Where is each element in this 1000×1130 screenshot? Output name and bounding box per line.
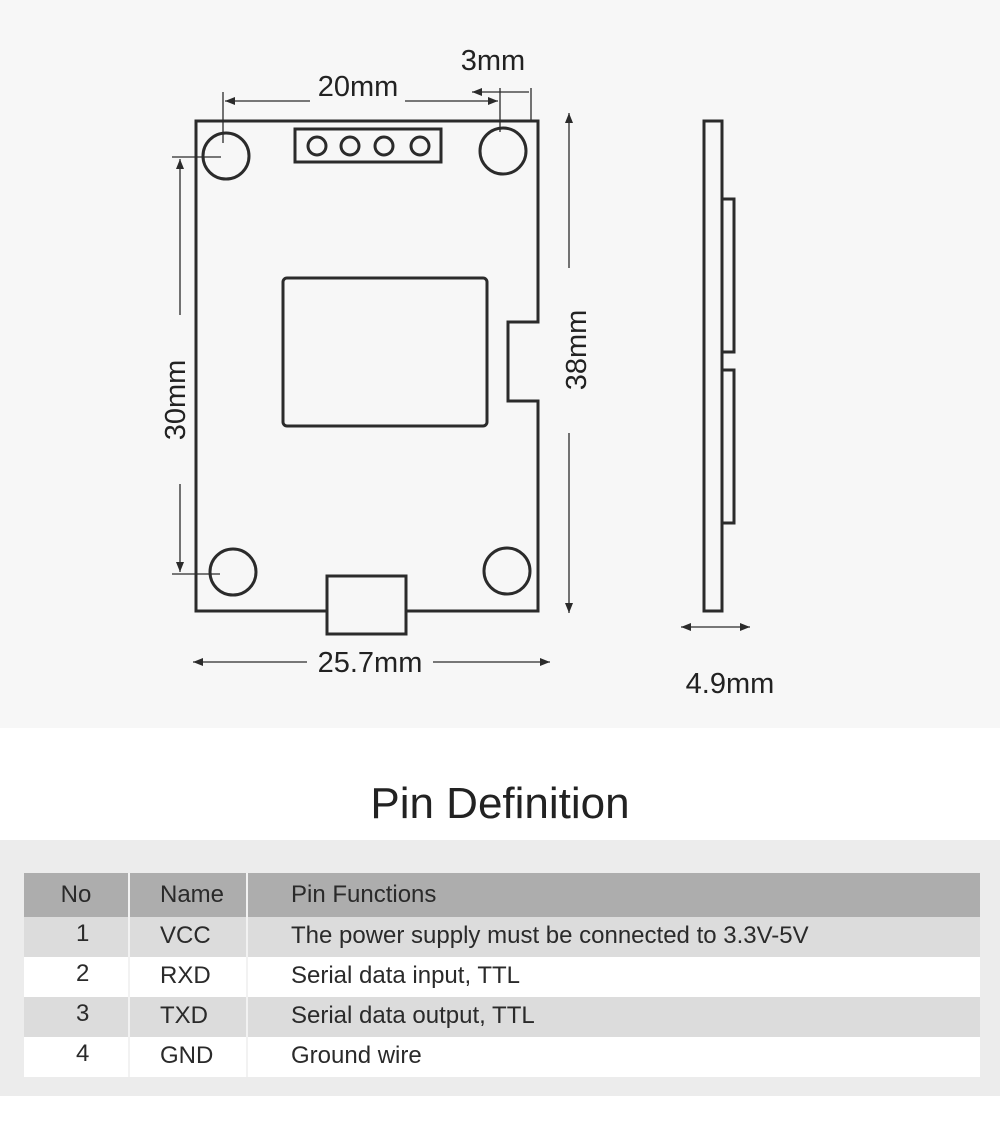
pin-name: VCC xyxy=(129,917,247,957)
mounting-hole-top-left xyxy=(203,133,249,179)
board-front-view xyxy=(196,121,538,634)
dim-label-4-9mm: 4.9mm xyxy=(685,668,775,700)
column-header-no: No xyxy=(24,873,129,917)
dim-label-20mm: 20mm xyxy=(317,71,399,103)
pin-number: 4 xyxy=(24,1037,129,1077)
dimension-lines xyxy=(172,88,750,662)
side-component-upper xyxy=(722,199,734,352)
dim-label-3mm: 3mm xyxy=(460,45,526,77)
pin-function: Ground wire xyxy=(247,1037,980,1077)
pin-number: 3 xyxy=(24,997,129,1037)
bottom-band xyxy=(0,1096,1000,1130)
pin-name: TXD xyxy=(129,997,247,1037)
table-row xyxy=(24,917,980,957)
mounting-hole-top-right xyxy=(480,128,526,174)
table-row xyxy=(24,957,980,997)
bottom-connector xyxy=(327,576,406,634)
mounting-hole-bottom-left xyxy=(210,549,256,595)
mounting-hole-bottom-right xyxy=(484,548,530,594)
dim-label-38mm: 38mm xyxy=(561,309,593,391)
pin-number: 1 xyxy=(24,917,129,957)
pin-definition-title: Pin Definition xyxy=(370,779,630,828)
sensor-chip xyxy=(283,278,487,426)
header-pin-2 xyxy=(341,137,359,155)
pin-function: Serial data input, TTL xyxy=(247,957,980,997)
column-header-name: Name xyxy=(129,873,247,917)
table-row xyxy=(24,997,980,1037)
pin-name: GND xyxy=(129,1037,247,1077)
dim-label-25-7mm: 25.7mm xyxy=(317,647,423,679)
dim-label-30mm: 30mm xyxy=(160,359,192,441)
column-header-functions: Pin Functions xyxy=(247,873,980,917)
pin-function: The power supply must be connected to 3.3V-5V xyxy=(247,917,980,957)
table-header-row xyxy=(24,873,980,917)
header-pin-4 xyxy=(411,137,429,155)
board-side-view xyxy=(704,121,734,611)
side-component-lower xyxy=(722,370,734,523)
table-row xyxy=(24,1037,980,1077)
side-pcb xyxy=(704,121,722,611)
pin-header xyxy=(295,129,441,162)
pin-name: RXD xyxy=(129,957,247,997)
header-pin-3 xyxy=(375,137,393,155)
header-pin-1 xyxy=(308,137,326,155)
pin-function: Serial data output, TTL xyxy=(247,997,980,1037)
pin-number: 2 xyxy=(24,957,129,997)
pin-definition-table xyxy=(24,873,980,1077)
